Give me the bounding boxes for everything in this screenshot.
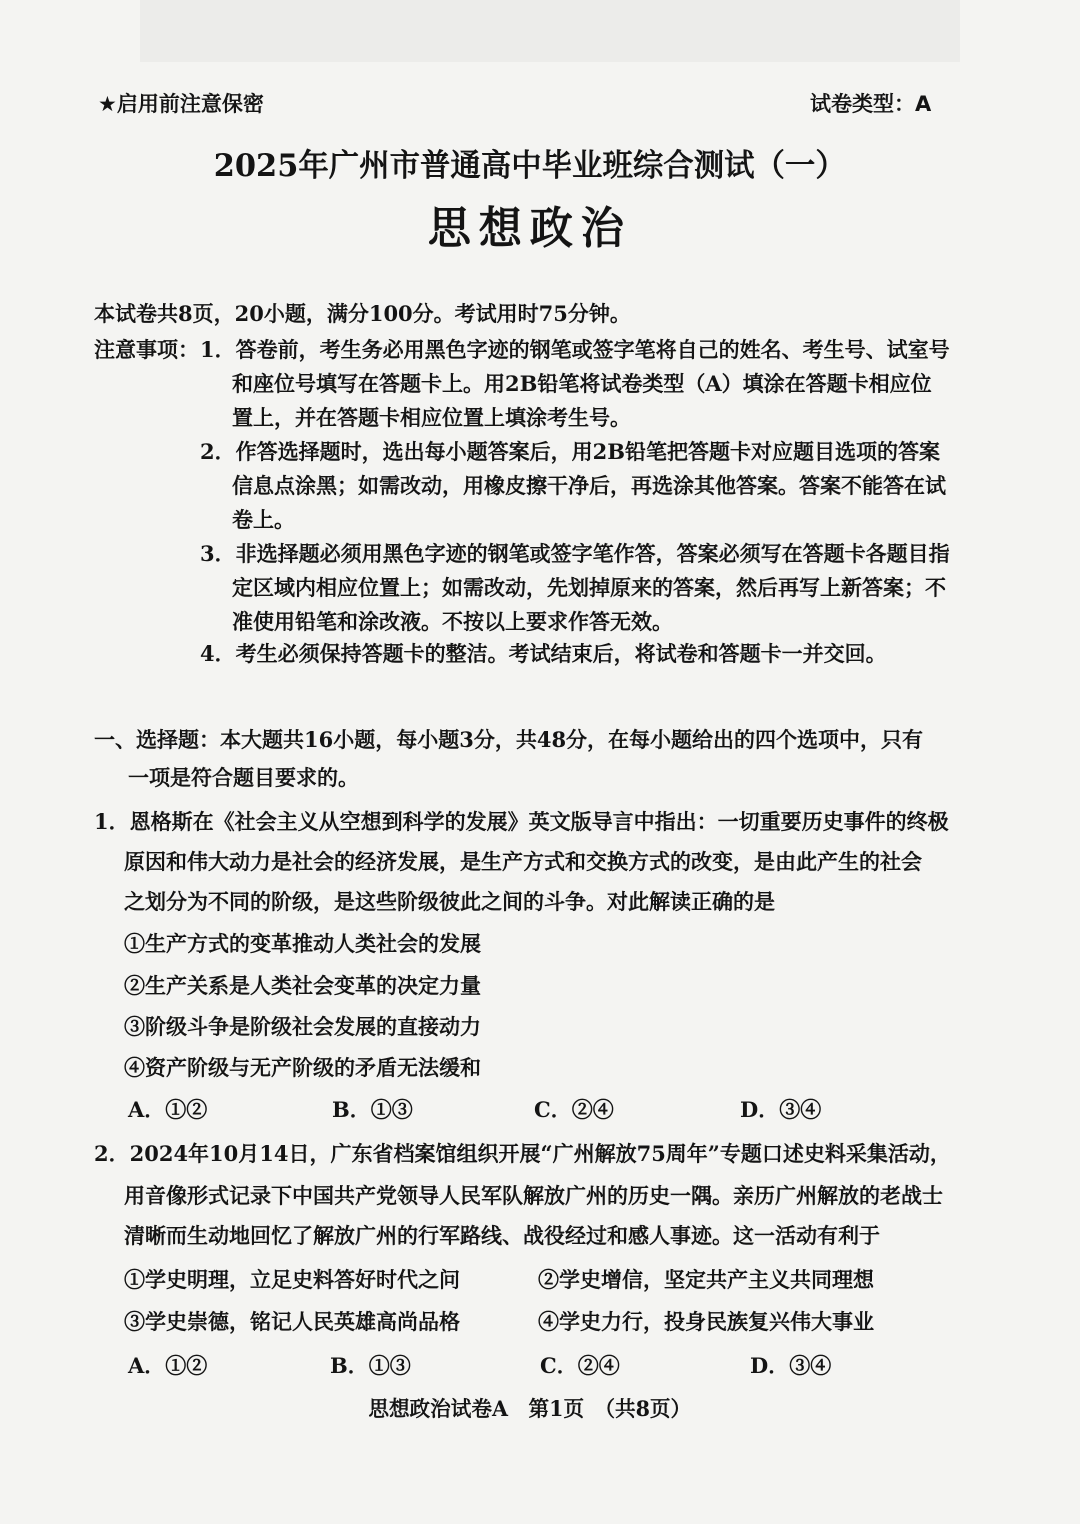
notice-3-line-2: 定区域内相应位置上；如需改动，先划掉原来的答案，然后再写上新答案；不 [232, 575, 946, 600]
notice-2-line-1: 2．作答选择题时，选出每小题答案后，用2B铅笔把答题卡对应题目选项的答案 [200, 439, 940, 464]
q2-option-a: A．①② [128, 1353, 208, 1378]
notice-1-line-1: 1．答卷前，考生务必用黑色字迹的钢笔或签字笔将自己的姓名、考生号、试室号 [200, 337, 950, 362]
q2-stem-line-2: 用音像形式记录下中国共产党领导人民军队解放广州的历史一隅。亲历广州解放的老战士 [124, 1183, 943, 1208]
section-heading-line-2: 一项是符合题目要求的。 [128, 765, 359, 790]
section-heading-line-1: 一、选择题：本大题共16小题，每小题3分，共48分，在每小题给出的四个选项中，只有 [94, 727, 924, 752]
exam-title: 2025年广州市普通高中毕业班综合测试（一） [213, 148, 846, 184]
subject-title: 思想政治 [427, 203, 632, 254]
q1-option-d: D．③④ [740, 1097, 822, 1122]
exam-intro: 本试卷共8页，20小题，满分100分。考试用时75分钟。 [94, 301, 631, 326]
notice-1-line-2: 和座位号填写在答题卡上。用2B铅笔将试卷类型（A）填涂在答题卡相应位 [232, 371, 932, 396]
q2-stem-line-1: 2．2024年10月14日，广东省档案馆组织开展“广州解放75周年”专题口述史料采集活动， [94, 1141, 951, 1166]
q2-option-c: C．②④ [540, 1353, 620, 1378]
q1-statement-1: ①生产方式的变革推动人类社会的发展 [124, 931, 481, 956]
q2-stem-line-3: 清晰而生动地回忆了解放广州的行军路线、战役经过和感人事迹。这一活动有利于 [124, 1223, 880, 1248]
q2-statement-3: ③学史崇德，铭记人民英雄高尚品格 [124, 1309, 460, 1334]
q2-statement-2: ②学史增信，坚定共产主义共同理想 [538, 1267, 874, 1292]
notice-label: 注意事项： [94, 337, 199, 362]
q1-statement-2: ②生产关系是人类社会变革的决定力量 [124, 973, 481, 998]
notice-4-line-1: 4．考生必须保持答题卡的整洁。考试结束后，将试卷和答题卡一并交回。 [200, 641, 887, 666]
paper-type-label: 试卷类型：A [810, 92, 932, 116]
notice-1-line-3: 置上，并在答题卡相应位置上填涂考生号。 [232, 405, 631, 430]
q1-option-c: C．②④ [534, 1097, 614, 1122]
q1-stem-line-3: 之划分为不同的阶级，是这些阶级彼此之间的斗争。对此解读正确的是 [124, 889, 775, 914]
q2-statement-1: ①学史明理，立足史料答好时代之问 [124, 1267, 460, 1292]
notice-2-line-3: 卷上。 [232, 507, 295, 532]
q1-stem-line-1: 1．恩格斯在《社会主义从空想到科学的发展》英文版导言中指出：一切重要历史事件的终极 [94, 809, 949, 834]
q2-option-d: D．③④ [750, 1353, 832, 1378]
notice-2-line-2: 信息点涂黑；如需改动，用橡皮擦干净后，再选涂其他答案。答案不能答在试 [232, 473, 946, 498]
confidential-label: ★启用前注意保密 [98, 92, 264, 116]
notice-3-line-1: 3．非选择题必须用黑色字迹的钢笔或签字笔作答，答案必须写在答题卡各题目指 [200, 541, 950, 566]
notice-3-line-3: 准使用铅笔和涂改液。不按以上要求作答无效。 [232, 609, 673, 634]
page-footer: 思想政治试卷A 第1页 （共8页） [368, 1396, 692, 1421]
scan-top-band [140, 0, 960, 62]
q2-statement-4: ④学史力行，投身民族复兴伟大事业 [538, 1309, 874, 1334]
q2-option-b: B．①③ [330, 1353, 411, 1378]
q1-option-a: A．①② [128, 1097, 208, 1122]
q1-option-b: B．①③ [332, 1097, 413, 1122]
q1-stem-line-2: 原因和伟大动力是社会的经济发展，是生产方式和交换方式的改变，是由此产生的社会 [124, 849, 922, 874]
q1-statement-3: ③阶级斗争是阶级社会发展的直接动力 [124, 1014, 481, 1039]
q1-statement-4: ④资产阶级与无产阶级的矛盾无法缓和 [124, 1055, 481, 1080]
